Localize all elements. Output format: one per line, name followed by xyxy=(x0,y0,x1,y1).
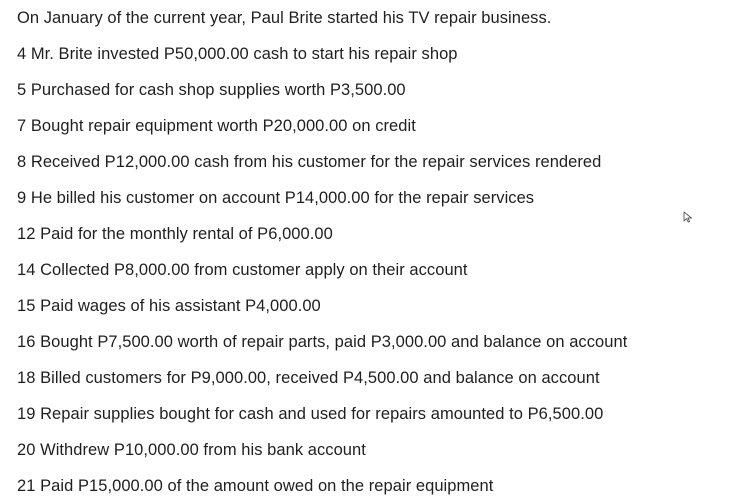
transaction-line: 12 Paid for the monthly rental of P6,000.00 xyxy=(17,225,333,243)
mouse-pointer-icon xyxy=(683,211,693,223)
transaction-line: 9 He billed his customer on account P14,000.00 for the repair services xyxy=(17,189,535,207)
transaction-line: 8 Received P12,000.00 cash from his customer for the repair services rendered xyxy=(17,153,602,171)
intro-line: On January of the current year, Paul Brite started his TV repair business. xyxy=(17,9,552,27)
transaction-line: 19 Repair supplies bought for cash and used for repairs amounted to P6,500.00 xyxy=(17,405,604,423)
transaction-line: 20 Withdrew P10,000.00 from his bank account xyxy=(17,441,366,459)
transaction-list xyxy=(17,8,627,497)
transaction-line: 18 Billed customers for P9,000.00, received P4,500.00 and balance on account xyxy=(17,369,600,387)
transaction-line: 14 Collected P8,000.00 from customer apply on their account xyxy=(17,261,468,279)
transaction-line: 7 Bought repair equipment worth P20,000.00 on credit xyxy=(17,117,416,135)
transaction-line: 4 Mr. Brite invested P50,000.00 cash to start his repair shop xyxy=(17,45,458,63)
transaction-line: 21 Paid P15,000.00 of the amount owed on the repair equipment xyxy=(17,477,494,495)
transaction-line: 15 Paid wages of his assistant P4,000.00 xyxy=(17,297,321,315)
transaction-line: 16 Bought P7,500.00 worth of repair parts, paid P3,000.00 and balance on account xyxy=(17,333,628,351)
transaction-line: 5 Purchased for cash shop supplies worth P3,500.00 xyxy=(17,81,406,99)
